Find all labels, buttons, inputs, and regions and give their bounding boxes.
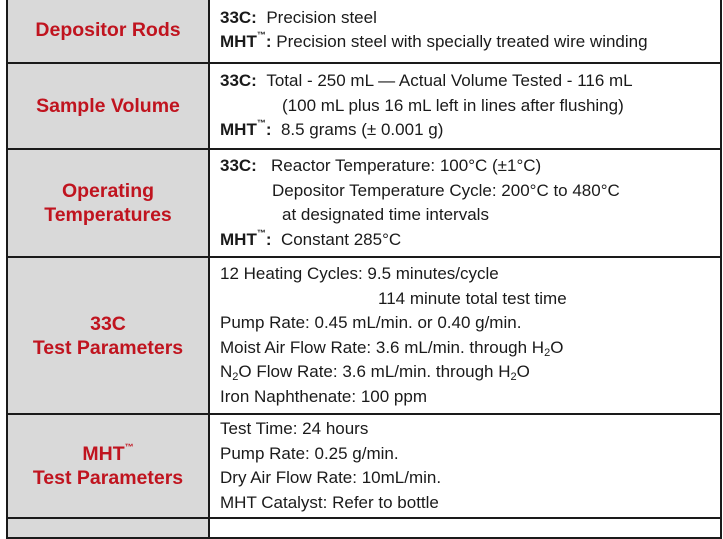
- value-line: Dry Air Flow Rate: 10mL/min.: [220, 468, 442, 487]
- spec-table: [6, 0, 722, 539]
- value-line-mht: [220, 228, 720, 253]
- row-label: [7, 257, 209, 414]
- tag-33c: 33C:: [220, 71, 257, 91]
- row-33c-test-parameters: [7, 257, 721, 414]
- row-label: [7, 414, 209, 518]
- label-mht: MHT: [82, 443, 125, 465]
- tag-mht: MHT: [220, 120, 257, 140]
- trademark-mark: ™: [256, 118, 266, 129]
- row-label: [7, 0, 209, 63]
- value-line-mht: [220, 118, 720, 143]
- row-label-text: Temperatures: [44, 204, 172, 226]
- text-mht: 8.5 grams (± 0.001 g): [280, 120, 444, 140]
- row-label: [7, 63, 209, 149]
- row-sample-volume: [7, 63, 721, 149]
- n2o-text: O Flow Rate: 3.6 mL/min. through H: [238, 362, 511, 381]
- value-line: 114 minute total test time: [378, 288, 567, 308]
- value-line-n2o: [220, 360, 720, 385]
- text-mht: Precision steel with specially treated wire winding: [276, 32, 648, 51]
- value-line: 12 Heating Cycles: 9.5 minutes/cycle: [220, 264, 499, 283]
- text-mht: Constant 285°C: [280, 229, 402, 249]
- value-line-moist-air: [220, 336, 720, 361]
- row-label-empty: [7, 518, 209, 538]
- tag-mht: MHT: [220, 229, 257, 249]
- row-value: [209, 414, 721, 518]
- value-line: Pump Rate: 0.25 g/min.: [220, 443, 399, 463]
- row-label-text: [8, 442, 208, 466]
- moist-air-text: Moist Air Flow Rate: 3.6 mL/min. through H: [220, 337, 545, 357]
- tag-colon: :: [265, 229, 272, 249]
- text-33c: Precision steel: [266, 7, 377, 27]
- text-33c: Total - 250 mL — Actual Volume Tested - 116 mL: [266, 71, 633, 91]
- moist-air-suffix: O: [550, 337, 564, 357]
- value-line: Test Time: 24 hours: [220, 419, 369, 438]
- subscript: 2: [232, 371, 239, 383]
- text-33c-cont: at designated time intervals: [282, 205, 489, 224]
- row-label-text: Test Parameters: [32, 336, 184, 359]
- row-value: [209, 149, 721, 257]
- text-33c-cont: Depositor Temperature Cycle: 200°C to 480°C: [272, 180, 620, 200]
- row-label-text: Sample Volume: [36, 95, 180, 117]
- subscript: 2: [544, 346, 551, 359]
- value-line-33c: [220, 154, 720, 179]
- tag-colon: :: [265, 120, 272, 140]
- value-line-33c-cont: [220, 203, 720, 228]
- value-line-33c-cont: [220, 94, 720, 119]
- n2o-suffix: O: [516, 362, 530, 381]
- row-label: [7, 149, 209, 257]
- row-label-text: Depositor Rods: [35, 19, 181, 41]
- tag-33c: 33C:: [220, 156, 257, 175]
- trademark-mark: ™: [256, 227, 266, 238]
- value-line: Iron Naphthenate: 100 ppm: [220, 386, 427, 406]
- value-line-mht: [220, 30, 720, 55]
- subscript: 2: [510, 371, 517, 383]
- row-cutoff: [7, 518, 721, 538]
- row-label-text: Operating: [61, 180, 155, 202]
- n2o-n: N: [220, 362, 233, 381]
- tag-colon: :: [265, 32, 272, 51]
- row-label-text: 33C: [90, 312, 126, 335]
- value-line-33c-cont: [220, 179, 720, 204]
- value-line: MHT Catalyst: Refer to bottle: [220, 492, 439, 512]
- value-line: Pump Rate: 0.45 mL/min. or 0.40 g/min.: [220, 313, 522, 332]
- row-depositor-rods: [7, 0, 721, 63]
- tag-33c: 33C:: [220, 7, 257, 27]
- row-value: [209, 0, 721, 63]
- row-label-text: Test Parameters: [32, 467, 184, 489]
- trademark-mark: ™: [124, 442, 134, 452]
- tag-mht: MHT: [220, 32, 257, 51]
- value-line-33c: [220, 6, 720, 31]
- text-33c: Reactor Temperature: 100°C (±1°C): [271, 156, 542, 175]
- value-line-33c: [220, 69, 720, 94]
- row-mht-test-parameters: [7, 414, 721, 518]
- row-value: [209, 257, 721, 414]
- text-33c-cont: (100 mL plus 16 mL left in lines after flushing): [282, 95, 624, 115]
- row-operating-temperatures: [7, 149, 721, 257]
- row-value-empty: [209, 518, 721, 538]
- trademark-mark: ™: [256, 30, 266, 40]
- row-value: [209, 63, 721, 149]
